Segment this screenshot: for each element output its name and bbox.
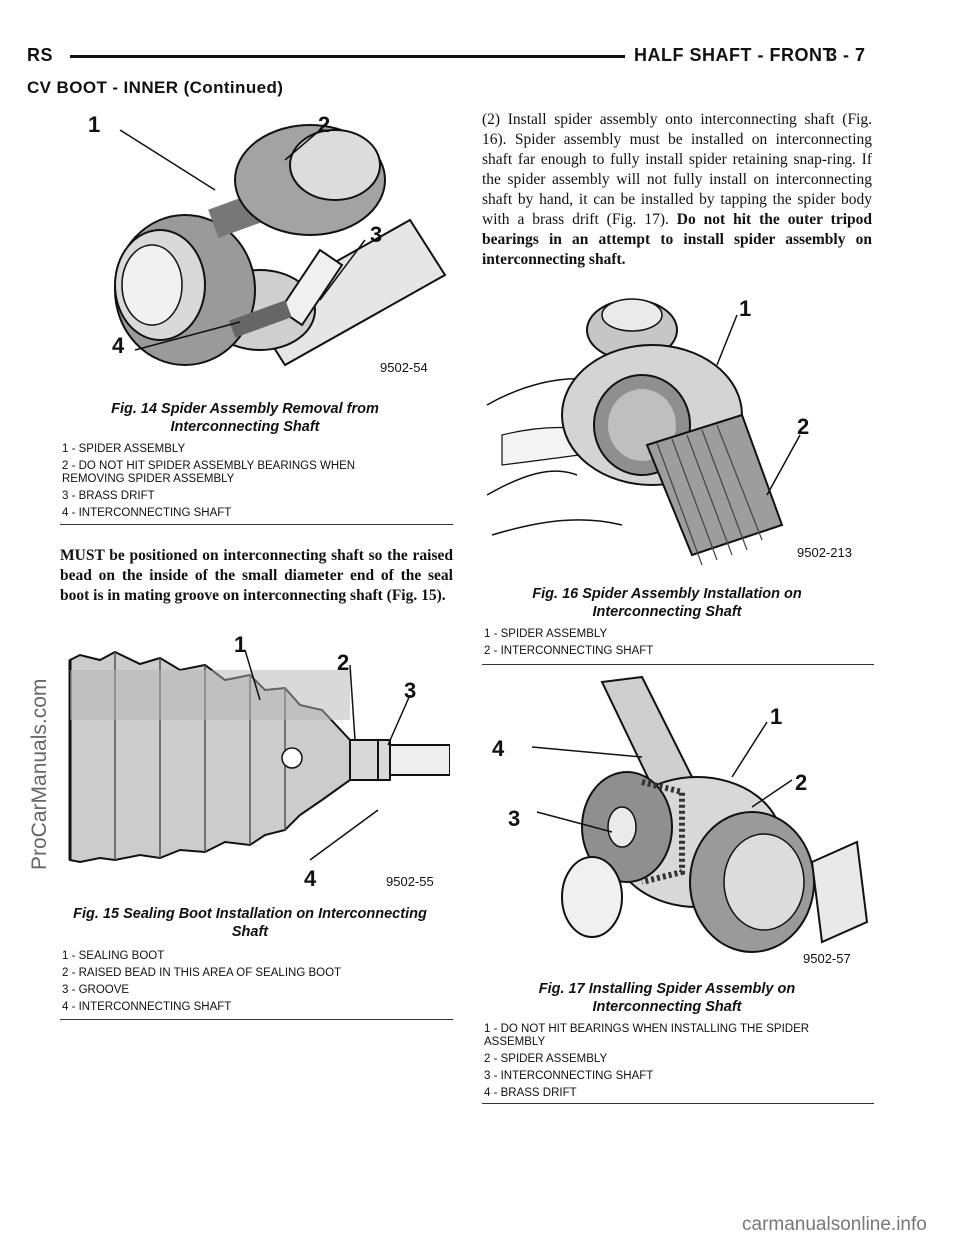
fig17-callout-1: 1 <box>770 704 783 729</box>
fig16-legend-item-2: 2 - INTERCONNECTING SHAFT <box>484 645 654 657</box>
fig14-legend-item-4: 4 - INTERCONNECTING SHAFT <box>62 507 232 519</box>
fig17-callout-3: 3 <box>508 806 521 831</box>
right-paragraph-bold: Do not hit the outer tripod bearings in an attempt to install spider assembly on interconnecting shaft. <box>482 211 873 268</box>
fig14-legend-item-1: 1 - SPIDER ASSEMBLY <box>62 443 186 455</box>
fig14-callout-2: 2 <box>318 112 331 137</box>
fig14-legend-item-2: 2 - DO NOT HIT SPIDER ASSEMBLY BEARINGS WHEN REMOVING SPIDER ASSEMBLY <box>62 460 356 485</box>
fig15-callout-4: 4 <box>304 866 317 891</box>
fig15-callout-1: 1 <box>234 632 247 657</box>
fig16-drawing-code: 9502-213 <box>797 545 852 560</box>
fig17-callout-2: 2 <box>795 770 808 795</box>
fig17-illustration <box>482 672 872 972</box>
fig16-callout-2: 2 <box>797 414 810 439</box>
fig16-caption <box>462 585 872 621</box>
right-paragraph-normal: (2) Install spider assembly onto interconnecting shaft (Fig. 16). Spider assembly must be installed on interconnecting shaft far enough to fully install spider retaining snap-ring. If the spider assembly will not fully install on interconnecting shaft by hand, it can be installed by tapping the spider body with a brass drift (Fig. 17). <box>482 111 872 228</box>
fig15-caption-line2: Shaft <box>231 924 269 940</box>
fig17-legend <box>484 1023 854 1104</box>
fig16-illustration <box>482 285 872 570</box>
fig16-legend-item-1: 1 - SPIDER ASSEMBLY <box>484 628 608 640</box>
right-paragraph <box>482 110 872 270</box>
fig14-illustration <box>80 100 460 390</box>
fig15-callout-3: 3 <box>404 678 417 703</box>
fig14-caption-line2: Interconnecting Shaft <box>170 419 320 435</box>
fig15-drawing-code: 9502-55 <box>386 874 434 889</box>
fig14-caption-line1: Fig. 14 Spider Assembly Removal from <box>111 401 379 417</box>
fig17-legend-item-1: 1 - DO NOT HIT BEARINGS WHEN INSTALLING THE SPIDER ASSEMBLY <box>484 1023 810 1048</box>
section-title: CV BOOT - INNER (Continued) <box>27 78 284 97</box>
fig15-caption <box>40 905 460 941</box>
fig17-bottom-rule <box>482 1103 874 1104</box>
fig14-bottom-rule <box>60 524 453 525</box>
fig16-caption-line2: Interconnecting Shaft <box>592 604 742 620</box>
fig15-legend-item-3: 3 - GROOVE <box>62 984 130 996</box>
fig14-drawing-code: 9502-54 <box>380 360 428 375</box>
fig15-callout-2: 2 <box>337 650 350 675</box>
fig15-caption-line1: Fig. 15 Sealing Boot Installation on Interconnecting <box>73 906 427 922</box>
fig16-bottom-rule <box>482 664 874 665</box>
bottom-watermark: carmanualsonline.info <box>742 1214 927 1235</box>
side-watermark: ProCarManuals.com <box>28 678 51 870</box>
header-title: HALF SHAFT - FRONT <box>634 45 834 65</box>
fig14-callout-3: 3 <box>370 222 383 247</box>
fig14-callout-4: 4 <box>112 333 125 358</box>
fig15-legend <box>62 950 442 1018</box>
header-page-number: 3 - 7 <box>827 45 866 65</box>
header-left-code: RS <box>27 45 54 65</box>
fig17-legend-item-3: 3 - INTERCONNECTING SHAFT <box>484 1070 654 1082</box>
fig15-legend-item-4: 4 - INTERCONNECTING SHAFT <box>62 1001 232 1013</box>
fig14-legend <box>62 443 402 524</box>
header-rule <box>70 55 625 58</box>
fig15-legend-item-1: 1 - SEALING BOOT <box>62 950 165 962</box>
fig15-legend-item-2: 2 - RAISED BEAD IN THIS AREA OF SEALING BOOT <box>62 967 342 979</box>
fig14-callout-1: 1 <box>88 112 101 137</box>
fig17-drawing-code: 9502-57 <box>803 951 851 966</box>
fig17-callout-4: 4 <box>492 736 505 761</box>
fig17-caption <box>462 980 872 1016</box>
fig14-legend-item-3: 3 - BRASS DRIFT <box>62 490 155 502</box>
fig17-legend-item-2: 2 - SPIDER ASSEMBLY <box>484 1053 608 1065</box>
fig16-legend <box>484 628 864 662</box>
fig15-illustration <box>60 630 450 890</box>
fig16-callout-1: 1 <box>739 296 752 321</box>
fig16-caption-line1: Fig. 16 Spider Assembly Installation on <box>532 586 802 602</box>
fig17-caption-line1: Fig. 17 Installing Spider Assembly on <box>538 981 796 997</box>
fig14-caption <box>40 400 450 436</box>
left-paragraph: MUST be positioned on interconnecting shaft so the raised bead on the inside of the small diameter end of the seal boot is in mating groove on interconnecting shaft (Fig. 15). <box>60 547 453 604</box>
fig17-caption-line2: Interconnecting Shaft <box>592 999 742 1015</box>
fig15-bottom-rule <box>60 1019 453 1020</box>
fig17-legend-item-4: 4 - BRASS DRIFT <box>484 1087 577 1099</box>
